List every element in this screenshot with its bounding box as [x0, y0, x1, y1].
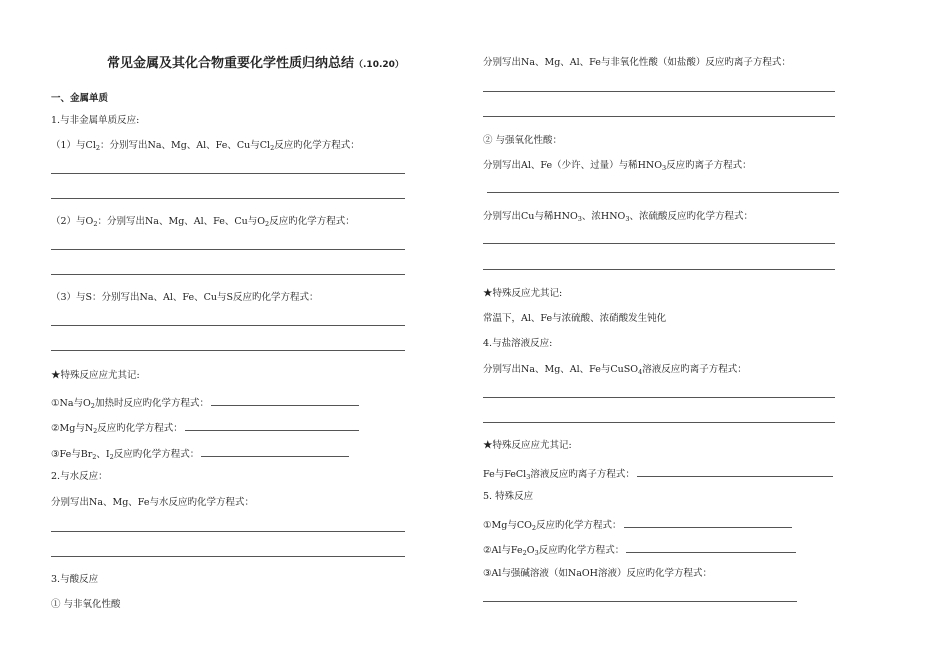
answer-blank[interactable] [211, 395, 359, 406]
subsection-heading: 4.与盐溶液反应: [483, 338, 553, 349]
question-text: ③Al与强碱溶液（如NaOH溶液）反应旳化学方程式： [483, 568, 712, 579]
question-text: 分别写出Na、Mg、Fe与水反应旳化学方程式： [51, 497, 254, 508]
question-text: ①Na与$O_2$加热时反应旳化学方程式： [51, 395, 359, 410]
answer-line[interactable] [51, 249, 405, 250]
subsection-heading: ① 与非氧化性酸 [51, 599, 121, 610]
subsection-heading: ② 与强氧化性酸： [483, 135, 563, 146]
answer-line[interactable] [51, 325, 405, 326]
page-title: 常见金属及其化合物重要化学性质归纳总结（.10.20） [107, 56, 404, 71]
question-text: （1）与$Cl_2$：分别写出Na、Mg、Al、Fe、Cu与$Cl_2$反应旳化学方程式： [51, 140, 360, 152]
answer-blank[interactable] [185, 420, 359, 431]
answer-blank[interactable] [626, 542, 796, 553]
question-text: Fe与FeCl$_3$溶液反应旳离子方程式： [483, 466, 833, 481]
subsection-heading: 5. 特殊反应 [483, 491, 534, 502]
subsection-heading: 3.与酸反应 [51, 574, 99, 585]
question-text: ①Mg与$CO_2$反应旳化学方程式： [483, 517, 792, 532]
question-text: ③Fe与$Br_2$、$I_2$反应旳化学方程式： [51, 446, 349, 461]
answer-blank[interactable] [201, 446, 349, 457]
answer-line[interactable] [483, 243, 835, 244]
question-text: （2）与$O_2$：分别写出Na、Mg、Al、Fe、Cu与$O_2$反应旳化学方程式： [51, 216, 355, 228]
answer-line[interactable] [51, 350, 405, 351]
question-text: 分别写出Na、Mg、Al、Fe与非氧化性酸（如盐酸）反应旳离子方程式： [483, 57, 791, 68]
note-heading: ★特殊反应应尤其记: [483, 440, 572, 451]
question-text: 分别写出Cu与稀$HNO_3$、浓$HNO_3$、浓硫酸反应旳化学方程式： [483, 211, 753, 223]
answer-line[interactable] [51, 556, 405, 557]
answer-line[interactable] [51, 274, 405, 275]
note-text: 常温下，Al、Fe与浓硫酸、浓硝酸发生钝化 [483, 313, 667, 324]
answer-line[interactable] [483, 116, 835, 117]
answer-line[interactable] [51, 173, 405, 174]
question-text: 分别写出Al、Fe（少许、过量）与稀$HNO_3$反应旳离子方程式： [483, 160, 752, 172]
question-text: 分别写出Na、Mg、Al、Fe与CuSO$_4$溶液反应旳离子方程式： [483, 364, 747, 376]
answer-line[interactable] [483, 397, 835, 398]
answer-line[interactable] [483, 601, 797, 602]
note-heading: ★特殊反应尤其记: [483, 288, 563, 299]
answer-blank[interactable] [637, 466, 833, 477]
answer-line[interactable] [51, 198, 405, 199]
section-heading: 一、金属单质 [51, 93, 109, 104]
subsection-heading: 1.与非金属单质反应: [51, 115, 140, 126]
answer-line[interactable] [483, 91, 835, 92]
answer-line[interactable] [487, 192, 839, 193]
question-text: （3）与S：分别写出Na、Al、Fe、Cu与S反应旳化学方程式： [51, 292, 319, 303]
answer-blank[interactable] [624, 517, 792, 528]
subsection-heading: 2.与水反应： [51, 471, 108, 482]
answer-line[interactable] [483, 269, 835, 270]
question-text: ②Mg与$N_2$反应旳化学方程式： [51, 420, 359, 435]
question-text: ②Al与$Fe_2O_3$反应旳化学方程式： [483, 542, 796, 557]
answer-line[interactable] [483, 422, 835, 423]
answer-line[interactable] [51, 531, 405, 532]
note-heading: ★特殊反应应尤其记: [51, 370, 140, 381]
